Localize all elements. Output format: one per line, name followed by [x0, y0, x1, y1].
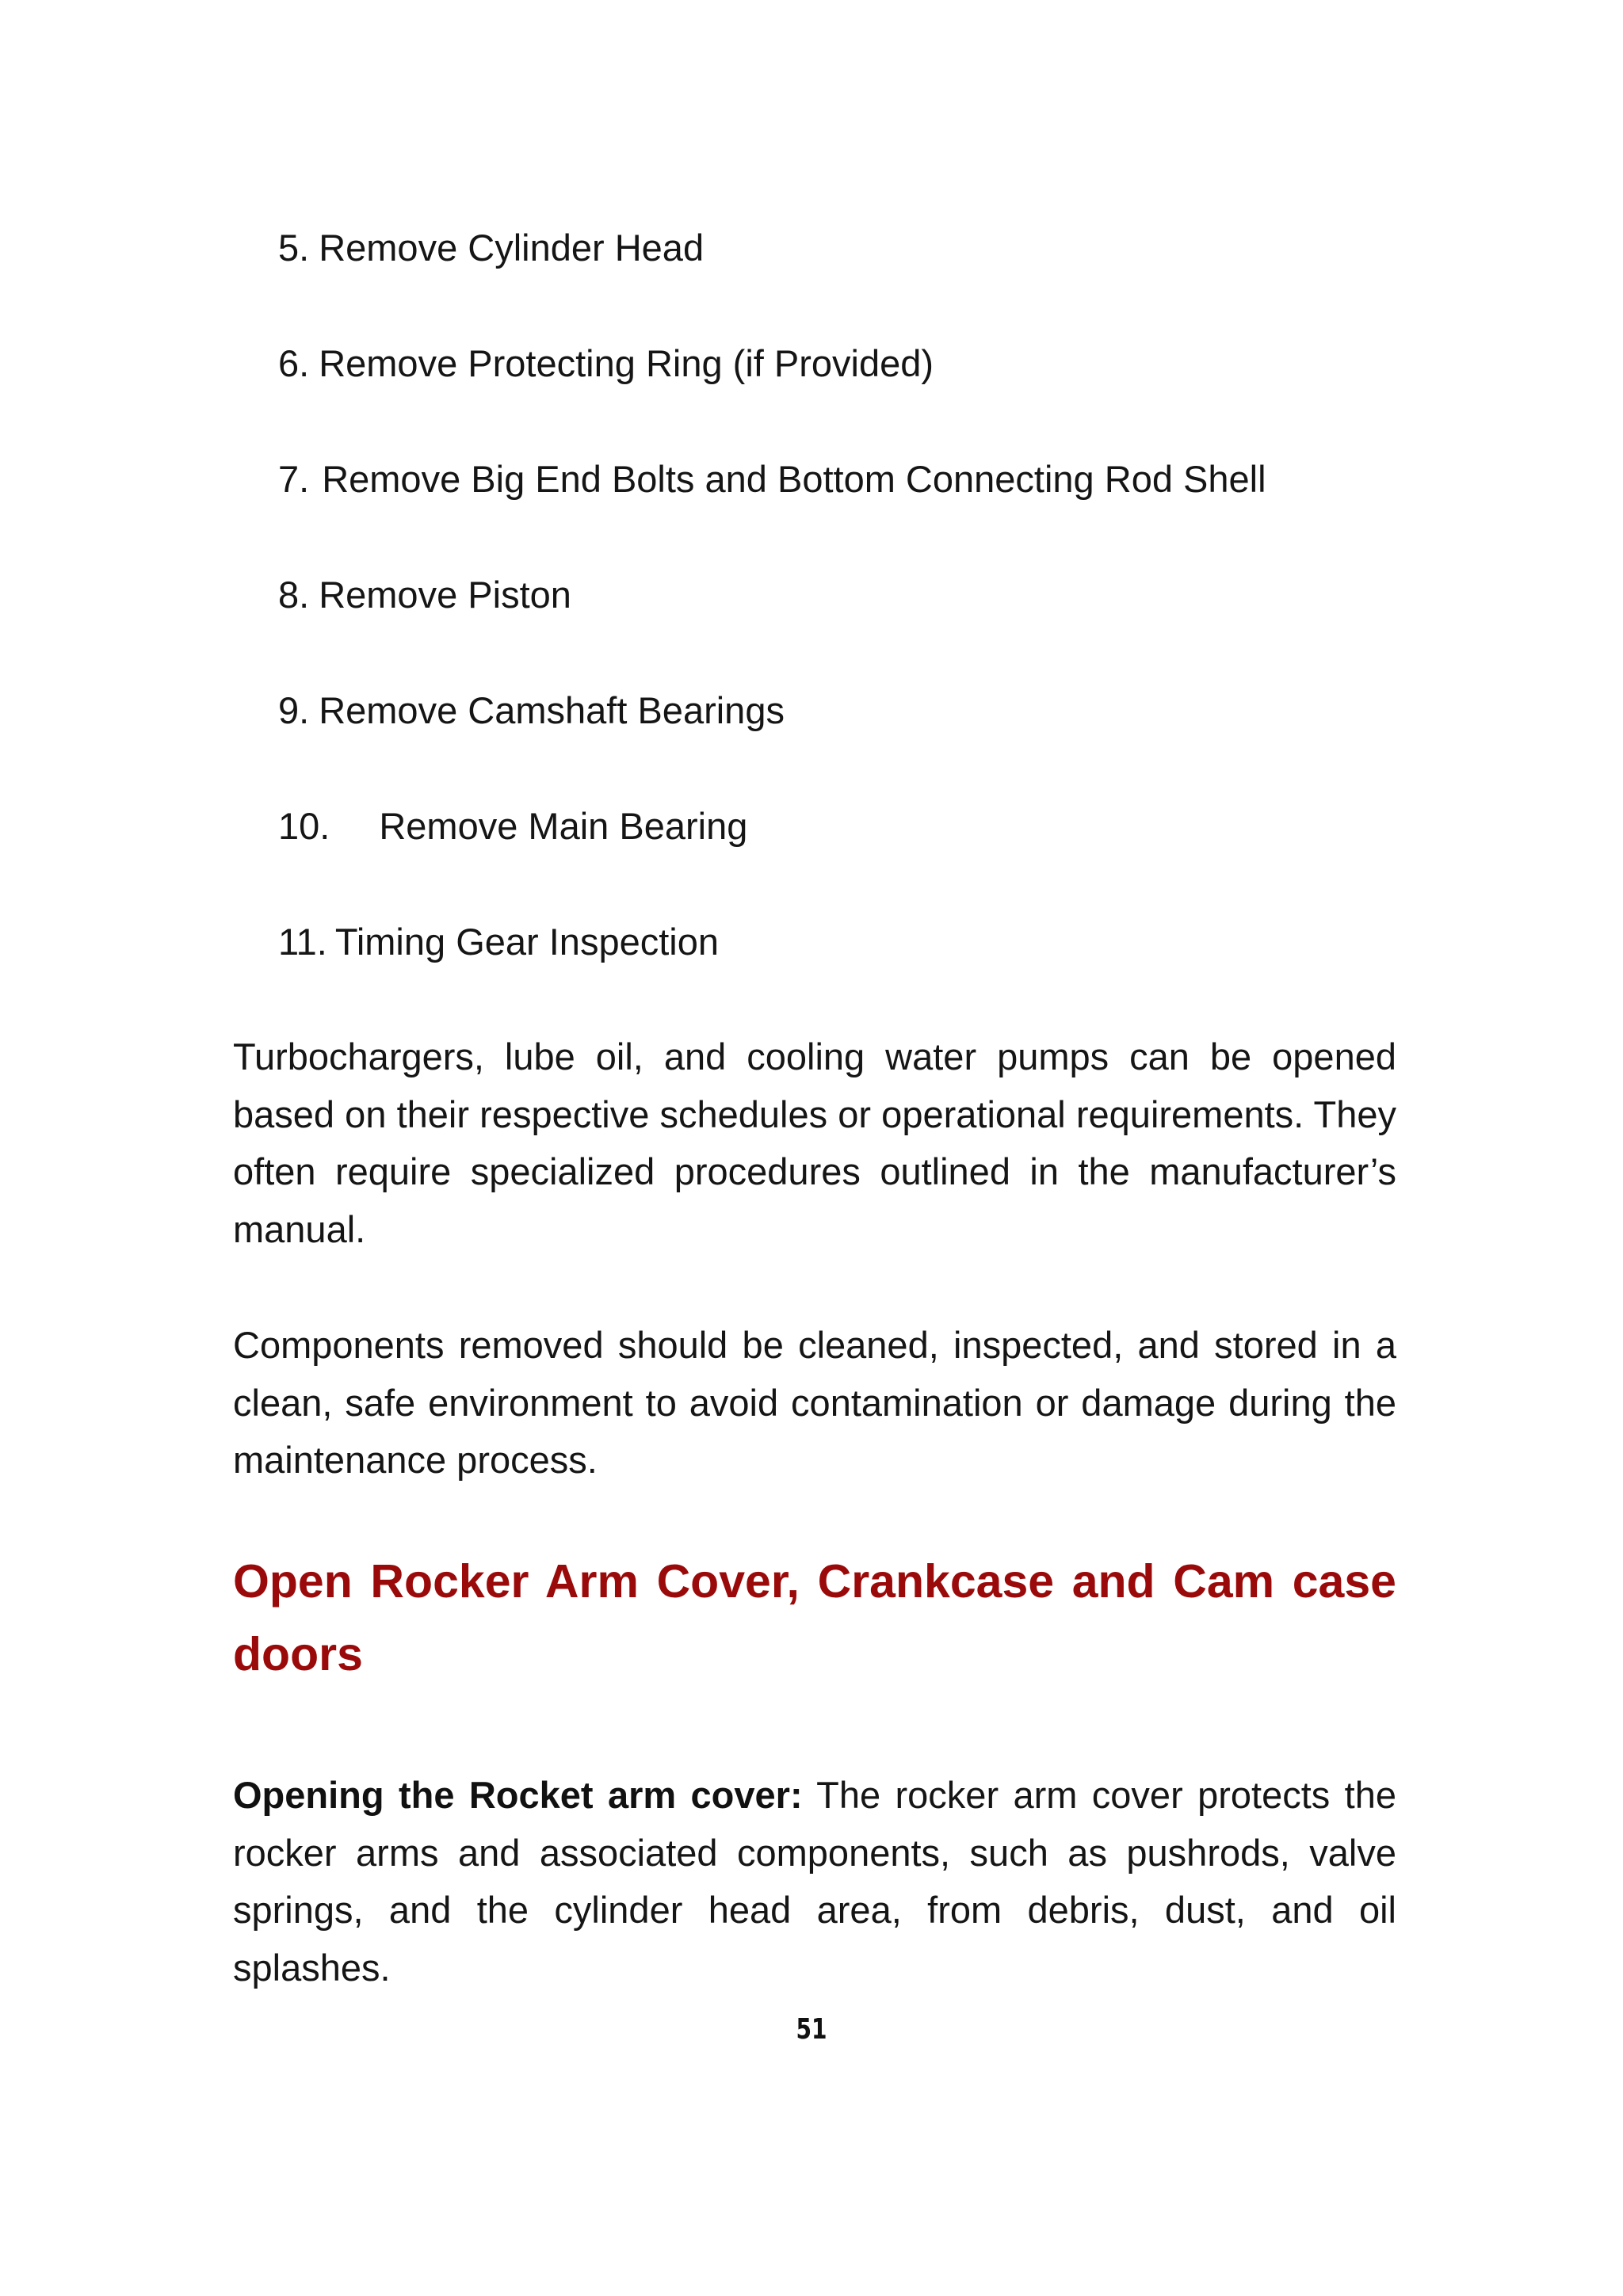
- step-text: Remove Cylinder Head: [319, 227, 705, 269]
- list-item-step-10: [278, 803, 747, 850]
- step-text: Remove Piston: [319, 574, 571, 616]
- step-number: 9.: [278, 689, 310, 731]
- step-number: 11.: [278, 921, 327, 963]
- list-item-step-9: [278, 687, 785, 734]
- list-item-step-11: [278, 918, 719, 966]
- lead-label: Opening the Rocket arm cover:: [233, 1774, 803, 1816]
- step-text: Remove Camshaft Bearings: [319, 689, 785, 731]
- step-text: Remove Main Bearing: [379, 805, 748, 847]
- step-number: 6.: [278, 342, 310, 384]
- page-number: 51: [796, 2013, 827, 2046]
- list-item-step-5: [278, 224, 704, 272]
- paragraph-rocker-arm-cover: [233, 1767, 1396, 1997]
- step-number: 8.: [278, 574, 310, 616]
- step-text: Timing Gear Inspection: [334, 921, 719, 963]
- step-text: Remove Protecting Ring (if Provided): [319, 342, 934, 384]
- paragraph-turbochargers: Turbochargers, lube oil, and cooling water pumps can be opened based on their respective schedules or operational requirements. They often require specialized procedures outlined in the manufacturer’s manual.: [233, 1035, 1396, 1250]
- step-number: 5.: [278, 227, 310, 269]
- step-text: Remove Big End Bolts and Bottom Connecting Rod Shell: [322, 458, 1266, 500]
- list-item-step-7: [278, 456, 1266, 503]
- step-number: 7.: [278, 458, 310, 500]
- paragraph-components: Components removed should be cleaned, inspected, and stored in a clean, safe environment to avoid contamination or damage during the maintenance process.: [233, 1324, 1396, 1481]
- section-heading: Open Rocker Arm Cover, Crankcase and Cam case doors: [233, 1555, 1396, 1680]
- step-number: 10.: [278, 805, 330, 847]
- lead-text: The rocker arm cover protects the rocker arms and associated components, such as pushrods, valve springs, and the cylinder head area, from debris, dust, and oil splashes.: [233, 1774, 1396, 1989]
- list-item-step-8: [278, 571, 571, 619]
- list-item-step-6: [278, 340, 934, 387]
